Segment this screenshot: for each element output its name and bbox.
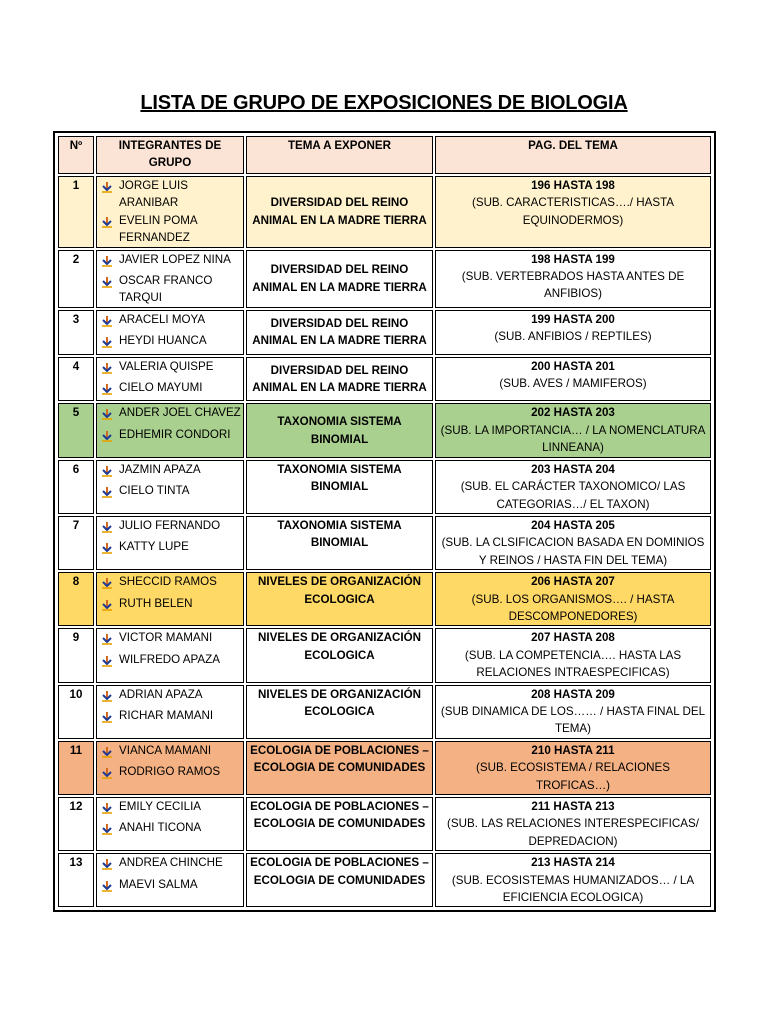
member-name: VIANCA MAMANI [119, 743, 212, 757]
group-number: 1 [58, 176, 94, 248]
pages-cell [435, 628, 711, 682]
table-row [58, 460, 711, 514]
member-item [101, 854, 241, 875]
page-range: 200 HASTA 201 [531, 359, 615, 373]
pages-cell [435, 741, 711, 795]
arrow-bullet-icon [101, 404, 119, 425]
subtopic-range: (SUB. CARACTERISTICAS…./ HASTA EQUINODERMOS) [471, 196, 675, 227]
subtopic-range: (SUB DINAMICA DE LOS…… / HASTA FINAL DEL TEMA) [440, 704, 706, 736]
group-members [96, 310, 244, 355]
group-members [96, 741, 244, 795]
table-row [58, 572, 711, 626]
topic-cell: NIVELES DE ORGANIZACIÓN ECOLOGICA [246, 628, 433, 682]
subtopic-range: (SUB. AVES / MAMIFEROS) [499, 377, 647, 391]
member-name: WILFREDO APAZA [119, 652, 220, 666]
member-item [101, 819, 241, 840]
topic-cell: NIVELES DE ORGANIZACIÓN ECOLOGICA [246, 685, 433, 739]
arrow-bullet-icon [101, 629, 119, 650]
page-range: 210 HASTA 211 [531, 743, 615, 757]
member-name: JAVIER LOPEZ NINA [119, 252, 231, 266]
group-number: 4 [58, 357, 94, 402]
table-row [58, 797, 711, 851]
document-title: LISTA DE GRUPO DE EXPOSICIONES DE BIOLOGIA [140, 92, 628, 114]
group-number: 10 [58, 685, 94, 739]
pages-cell [435, 685, 711, 739]
group-members [96, 685, 244, 739]
arrow-bullet-icon [101, 272, 119, 293]
group-number: 5 [58, 403, 94, 457]
member-name: CIELO MAYUMI [119, 381, 203, 395]
arrow-bullet-icon [101, 517, 119, 538]
group-members [96, 516, 244, 570]
table-row [58, 403, 711, 457]
member-name: OSCAR FRANCO TARQUI [119, 274, 213, 305]
subtopic-range: (SUB. LAS RELACIONES INTERESPECIFICAS/ DEPREDACION) [447, 817, 699, 848]
group-members [96, 403, 244, 457]
member-name: JULIO FERNANDO [119, 518, 221, 532]
member-name: ANAHI TICONA [119, 821, 202, 835]
group-number: 7 [58, 516, 94, 570]
arrow-bullet-icon [101, 798, 119, 819]
topic-cell: TAXONOMIA SISTEMA BINOMIAL [246, 460, 433, 514]
header-members: INTEGRANTES DE GRUPO [96, 136, 244, 174]
member-item [101, 332, 241, 353]
table-row [58, 176, 711, 248]
arrow-bullet-icon [101, 538, 119, 559]
topic-cell: DIVERSIDAD DEL REINO ANIMAL EN LA MADRE TIERRA [246, 310, 433, 355]
group-number: 3 [58, 310, 94, 355]
groups-table-frame [53, 131, 716, 912]
member-name: RUTH BELEN [119, 596, 193, 610]
arrow-bullet-icon [101, 332, 119, 353]
subtopic-range: (SUB. ECOSISTEMAS HUMANIZADOS… / LA EFICIENCIA ECOLOGICA) [451, 873, 695, 905]
group-members [96, 853, 244, 907]
header-pages: PAG. DEL TEMA [435, 136, 711, 174]
member-name: JAZMIN APAZA [119, 462, 201, 476]
member-item [101, 742, 241, 763]
group-members [96, 176, 244, 248]
pages-cell [435, 176, 711, 248]
member-name: ARACELI MOYA [119, 312, 206, 326]
arrow-bullet-icon [101, 651, 119, 672]
member-item [101, 482, 241, 503]
subtopic-range: (SUB. LA COMPETENCIA…. HASTA LAS RELACIONES INTRAESPECIFICAS) [464, 648, 682, 680]
arrow-bullet-icon [101, 686, 119, 707]
topic-cell: ECOLOGIA DE POBLACIONES – ECOLOGIA DE COMUNIDADES [246, 853, 433, 907]
group-number: 8 [58, 572, 94, 626]
arrow-bullet-icon [101, 482, 119, 503]
page-range: 202 HASTA 203 [531, 406, 615, 420]
arrow-bullet-icon [101, 854, 119, 875]
pages-cell [435, 572, 711, 626]
member-item [101, 404, 241, 425]
member-name: SHECCID RAMOS [119, 575, 217, 589]
topic-cell: TAXONOMIA SISTEMA BINOMIAL [246, 516, 433, 570]
groups-table [56, 134, 713, 909]
table-row [58, 516, 711, 570]
member-name: ANDREA CHINCHE [119, 856, 223, 870]
arrow-bullet-icon [101, 251, 119, 272]
member-name: VICTOR MAMANI [119, 631, 213, 645]
member-item [101, 311, 241, 332]
table-row [58, 357, 711, 402]
arrow-bullet-icon [101, 461, 119, 482]
member-item [101, 876, 241, 897]
member-item [101, 212, 241, 247]
member-item [101, 177, 241, 212]
arrow-bullet-icon [101, 212, 119, 233]
member-name: KATTY LUPE [119, 540, 189, 554]
topic-cell: DIVERSIDAD DEL REINO ANIMAL EN LA MADRE TIERRA [246, 357, 433, 402]
subtopic-range: (SUB. VERTEBRADOS HASTA ANTES DE ANFIBIOS) [461, 270, 685, 301]
arrow-bullet-icon [101, 595, 119, 616]
page-range: 196 HASTA 198 [531, 179, 615, 192]
arrow-bullet-icon [101, 426, 119, 447]
topic-cell: ECOLOGIA DE POBLACIONES – ECOLOGIA DE COMUNIDADES [246, 741, 433, 795]
header-topic: TEMA A EXPONER [246, 136, 433, 174]
member-item [101, 379, 241, 400]
arrow-bullet-icon [101, 742, 119, 763]
pages-cell [435, 310, 711, 355]
subtopic-range: (SUB. ANFIBIOS / REPTILES) [494, 330, 652, 344]
arrow-bullet-icon [101, 819, 119, 840]
page-range: 211 HASTA 213 [531, 800, 615, 813]
member-item [101, 707, 241, 728]
group-members [96, 572, 244, 626]
table-row [58, 685, 711, 739]
member-item [101, 763, 241, 784]
pages-cell [435, 853, 711, 907]
page-range: 198 HASTA 199 [531, 252, 615, 266]
group-number: 12 [58, 797, 94, 851]
table-row [58, 741, 711, 795]
subtopic-range: (SUB. LA IMPORTANCIA… / LA NOMENCLATURA LINNEANA) [440, 423, 706, 455]
arrow-bullet-icon [101, 177, 119, 198]
page-range: 206 HASTA 207 [531, 575, 615, 589]
member-name: ANDER JOEL CHAVEZ [119, 406, 241, 420]
subtopic-range: (SUB. LA CLSIFICACION BASADA EN DOMINIOS Y REINOS / HASTA FIN DEL TEMA) [441, 536, 705, 567]
arrow-bullet-icon [101, 573, 119, 594]
member-item [101, 798, 241, 819]
member-item [101, 272, 241, 307]
member-item [101, 358, 241, 379]
group-number: 9 [58, 628, 94, 682]
member-item [101, 461, 241, 482]
group-number: 2 [58, 250, 94, 308]
page-range: 204 HASTA 205 [531, 518, 615, 532]
table-row [58, 310, 711, 355]
member-item [101, 686, 241, 707]
topic-cell: TAXONOMIA SISTEMA BINOMIAL [246, 403, 433, 457]
pages-cell [435, 403, 711, 457]
arrow-bullet-icon [101, 311, 119, 332]
table-header-row [58, 136, 711, 174]
member-name: EVELIN POMA FERNANDEZ [119, 213, 197, 245]
subtopic-range: (SUB. ECOSISTEMA / RELACIONES TROFICAS…) [476, 761, 670, 792]
member-item [101, 517, 241, 538]
pages-cell [435, 357, 711, 402]
group-members [96, 460, 244, 514]
table-row [58, 628, 711, 682]
member-name: CIELO TINTA [119, 484, 190, 498]
arrow-bullet-icon [101, 707, 119, 728]
member-name: RODRIGO RAMOS [119, 765, 221, 779]
table-row [58, 853, 711, 907]
page-range: 199 HASTA 200 [531, 312, 615, 326]
member-name: ADRIAN APAZA [119, 687, 203, 701]
topic-cell: NIVELES DE ORGANIZACIÓN ECOLOGICA [246, 572, 433, 626]
page-range: 207 HASTA 208 [531, 631, 615, 645]
member-name: EMILY CECILIA [119, 800, 202, 813]
arrow-bullet-icon [101, 876, 119, 897]
member-item [101, 595, 241, 616]
member-name: MAEVI SALMA [119, 877, 198, 891]
page-range: 203 HASTA 204 [531, 462, 615, 476]
member-name: JORGE LUIS ARANIBAR [119, 179, 188, 210]
member-name: EDHEMIR CONDORI [119, 427, 231, 441]
arrow-bullet-icon [101, 358, 119, 379]
subtopic-range: (SUB. LOS ORGANISMOS…. / HASTA DESCOMPONEDORES) [471, 592, 675, 623]
group-members [96, 250, 244, 308]
member-name: VALERIA QUISPE [119, 359, 214, 373]
member-item [101, 538, 241, 559]
member-name: RICHAR MAMANI [119, 708, 214, 722]
member-item [101, 251, 241, 272]
member-item [101, 651, 241, 672]
topic-cell: ECOLOGIA DE POBLACIONES – ECOLOGIA DE COMUNIDADES [246, 797, 433, 851]
member-item [101, 629, 241, 650]
pages-cell [435, 250, 711, 308]
header-number: Nº [58, 136, 94, 174]
pages-cell [435, 460, 711, 514]
topic-cell: DIVERSIDAD DEL REINO ANIMAL EN LA MADRE TIERRA [246, 176, 433, 248]
pages-cell [435, 797, 711, 851]
group-number: 13 [58, 853, 94, 907]
group-number: 11 [58, 741, 94, 795]
topic-cell: DIVERSIDAD DEL REINO ANIMAL EN LA MADRE TIERRA [246, 250, 433, 308]
arrow-bullet-icon [101, 763, 119, 784]
page-range: 208 HASTA 209 [531, 687, 615, 701]
member-item [101, 426, 241, 447]
table-row [58, 250, 711, 308]
member-item [101, 573, 241, 594]
member-name: HEYDI HUANCA [119, 334, 207, 348]
group-members [96, 628, 244, 682]
pages-cell [435, 516, 711, 570]
group-members [96, 797, 244, 851]
group-members [96, 357, 244, 402]
page-range: 213 HASTA 214 [531, 856, 615, 870]
subtopic-range: (SUB. EL CARÁCTER TAXONOMICO/ LAS CATEGORIAS…/ EL TAXON) [460, 480, 686, 511]
group-number: 6 [58, 460, 94, 514]
arrow-bullet-icon [101, 379, 119, 400]
